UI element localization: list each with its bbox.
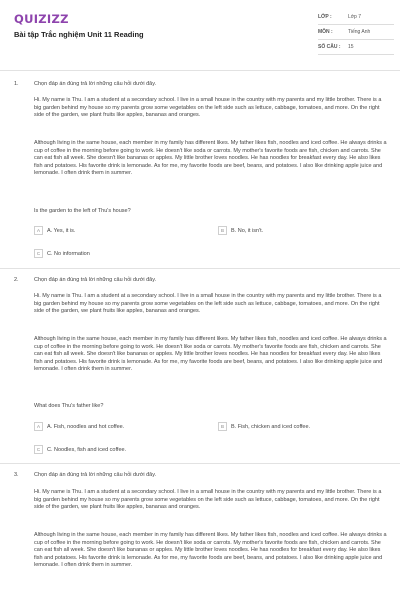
question-instruction: Chọn đáp án đúng trả lời những câu hỏi dưới đây. bbox=[34, 81, 157, 87]
page-header bbox=[0, 0, 400, 66]
meta-row-grade bbox=[318, 10, 394, 25]
document-title: Bài tập Trắc nghiệm Unit 11 Reading bbox=[14, 30, 144, 39]
question-instruction: Chọn đáp án đúng trả lời những câu hỏi dưới đây. bbox=[34, 277, 157, 283]
question-divider bbox=[0, 463, 400, 464]
question-number: 1. bbox=[14, 81, 19, 87]
passage-paragraph: Hi. My name is Thu. I am a student at a secondary school. I live in a small house in the country with my parents and my little brother. There is a big garden behind my house so my parents grow some vegetables on the left side such as lettuce, cabbage, tomatoes, and more. On the right side of the garden, we plant fruits like apples, bananas and oranges. bbox=[34, 293, 382, 315]
option-letter-box: C bbox=[34, 249, 43, 258]
header-divider bbox=[0, 70, 400, 71]
option-c[interactable] bbox=[34, 249, 90, 258]
option-a[interactable] bbox=[34, 226, 75, 235]
option-a[interactable] bbox=[34, 422, 124, 431]
option-text: A. Yes, it is. bbox=[47, 227, 76, 234]
question-number: 3. bbox=[14, 472, 19, 478]
passage-paragraph: Hi. My name is Thu. I am a student at a secondary school. I live in a small house in the country with my parents and my little brother. There is a big garden behind my house so my parents grow some vegetables on the left side such as lettuce, cabbage, tomatoes, and more. On the right side of the garden, we plant fruits like apples, bananas and oranges. bbox=[34, 97, 382, 119]
option-letter-box: A bbox=[34, 226, 43, 235]
option-letter-box: B bbox=[218, 422, 227, 431]
passage-paragraph: Hi. My name is Thu. I am a student at a secondary school. I live in a small house in the country with my parents and my little brother. There is a big garden behind my house so my parents grow some vegetables on the left side such as lettuce, cabbage, tomatoes, and more. On the right side of the garden, we plant fruits like apples, bananas and oranges. bbox=[34, 489, 382, 511]
question-text: What does Thu's father like? bbox=[34, 403, 104, 409]
meta-info bbox=[318, 10, 394, 55]
meta-row-subject bbox=[318, 25, 394, 40]
option-text: A. Fish, noodles and hot coffee. bbox=[47, 423, 125, 430]
question-text: Is the garden to the left of Thu's house? bbox=[34, 208, 131, 214]
meta-value: Lớp 7 bbox=[348, 14, 362, 20]
meta-value: Tiếng Anh bbox=[348, 29, 371, 35]
option-b[interactable] bbox=[218, 422, 310, 431]
question-instruction: Chọn đáp án đúng trả lời những câu hỏi dưới đây. bbox=[34, 472, 157, 478]
option-c[interactable] bbox=[34, 445, 126, 454]
meta-label: SỐ CÂU : bbox=[318, 44, 341, 50]
passage-paragraph: Although living in the same house, each member in my family has different likes. My father likes fish, noodles and iced coffee. He always drinks a cup of coffee in the morning before going to work. He doesn't like soda or carrots. My mother's favorite foods are fish, chicken and carrots. She can eat fish all week. She doesn't like bananas or apples. My little brother loves noodles. He has noodles for breakfast every day. He also likes fish and potatoes. His favorite drink is lemonade. As for me, my favorite foods are beef, beans, and potatoes. I also like drinking apple juice and lemonade. I often drink them in summer. bbox=[34, 140, 387, 177]
option-text: C. No information bbox=[47, 250, 90, 257]
meta-row-count bbox=[318, 40, 394, 55]
option-text: C. Noodles, fish and iced coffee. bbox=[47, 446, 127, 453]
option-text: B. No, it isn't. bbox=[231, 227, 264, 234]
meta-label: LỚP : bbox=[318, 14, 332, 20]
option-letter-box: A bbox=[34, 422, 43, 431]
option-letter-box: B bbox=[218, 226, 227, 235]
option-b[interactable] bbox=[218, 226, 263, 235]
quizizz-logo: QUIZIZZ bbox=[14, 12, 69, 26]
passage-paragraph: Although living in the same house, each member in my family has different likes. My father likes fish, noodles and iced coffee. He always drinks a cup of coffee in the morning before going to work. He doesn't like soda or carrots. My mother's favorite foods are fish, chicken and carrots. She can eat fish all week. She doesn't like bananas or apples. My little brother loves noodles. He has noodles for breakfast every day. He also likes fish and potatoes. His favorite drink is lemonade. As for me, my favorite foods are beef, beans, and potatoes. I also like drinking apple juice and lemonade. I often drink them in summer. bbox=[34, 336, 387, 373]
question-number: 2. bbox=[14, 277, 19, 283]
meta-label: MÔN : bbox=[318, 29, 333, 35]
option-letter-box: C bbox=[34, 445, 43, 454]
question-divider bbox=[0, 268, 400, 269]
meta-value: 15 bbox=[348, 44, 354, 50]
passage-paragraph: Although living in the same house, each member in my family has different likes. My father likes fish, noodles and iced coffee. He always drinks a cup of coffee in the morning before going to work. He doesn't like soda or carrots. My mother's favorite foods are fish, chicken and carrots. She can eat fish all week. She doesn't like bananas or apples. My little brother loves noodles. He has noodles for breakfast every day. He also likes fish and potatoes. His favorite drink is lemonade. As for me, my favorite foods are beef, beans, and potatoes. I also like drinking apple juice and lemonade. I often drink them in summer. bbox=[34, 532, 387, 569]
option-text: B. Fish, chicken and iced coffee. bbox=[231, 423, 311, 430]
